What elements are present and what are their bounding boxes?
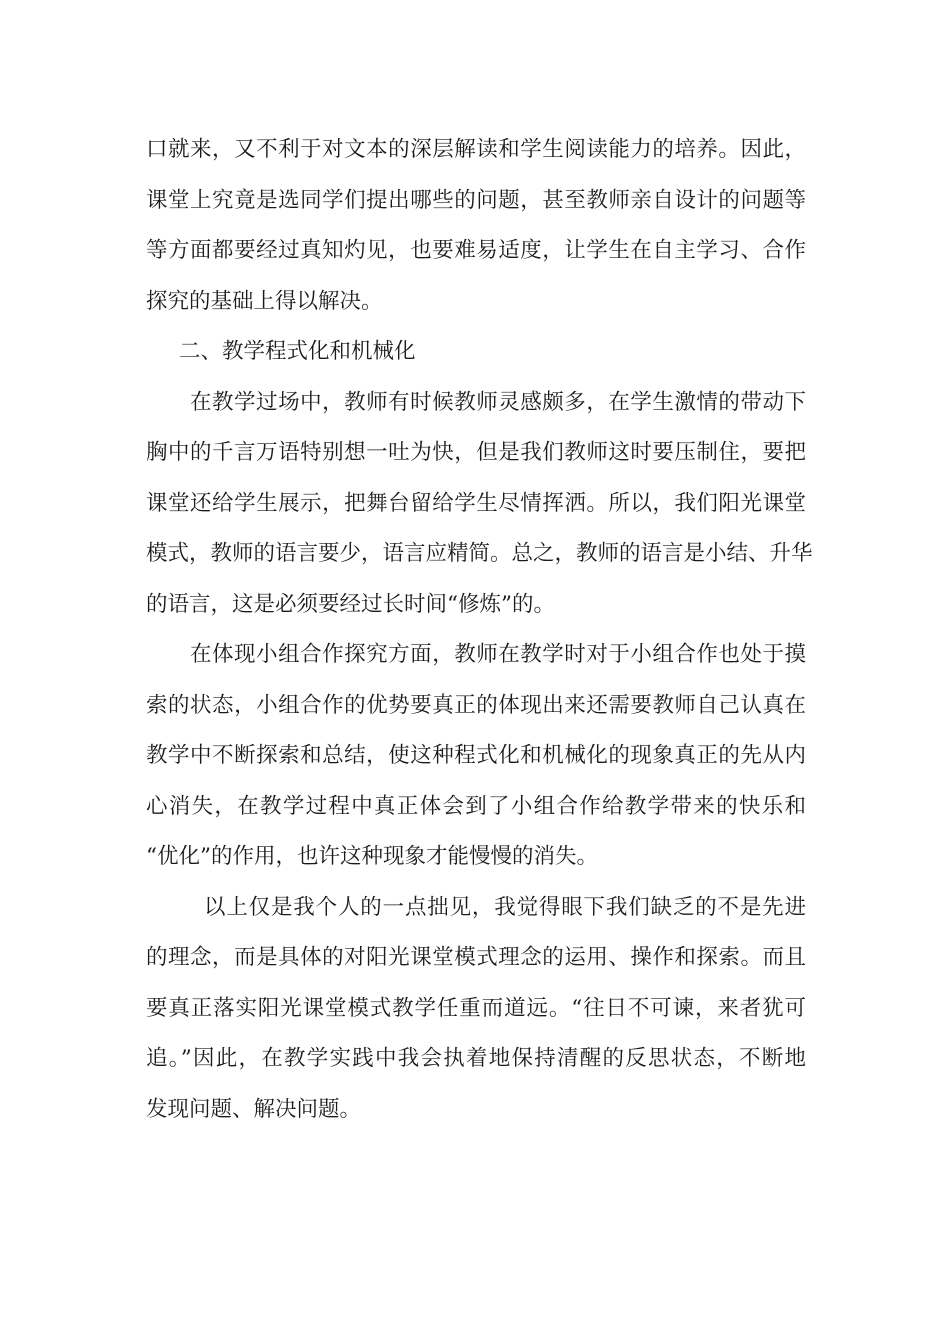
text-line: 胸中的千言万语特别想一吐为快，但是我们教师这时要压制住，要把: [146, 440, 806, 465]
section-heading: 二、教学程式化和机械化: [179, 339, 416, 364]
text-line: 的语言，这是必须要经过长时间“修炼”的。: [146, 591, 555, 617]
text-line: 等方面都要经过真知灼见，也要难易适度，让学生在自主学习、合作: [146, 238, 806, 263]
text-line: 在体现小组合作探究方面，教师在教学时对于小组合作也处于摸: [190, 642, 806, 667]
text-line: “优化”的作用，也许这种现象才能慢慢的消失。: [146, 844, 598, 869]
body-text: [146, 125, 813, 1135]
text-line: 探究的基础上得以解决。: [146, 288, 383, 314]
text-line: 教学中不断探索和总结，使这种程式化和机械化的现象真正的先从内: [146, 743, 806, 768]
text-line: 的理念，而是具体的对阳光课堂模式理念的运用、操作和探索。而且: [146, 945, 806, 970]
text-line: 要真正落实阳光课堂模式教学任重而道远。“往日不可谏，来者犹可: [146, 995, 806, 1021]
text-line: 以上仅是我个人的一点拙见，我觉得眼下我们缺乏的不是先进: [204, 894, 806, 920]
text-line: 索的状态，小组合作的优势要真正的体现出来还需要教师自己认真在: [146, 692, 806, 718]
text-line: 追。”因此，在教学实践中我会执着地保持清醒的反思状态，不断地: [146, 1046, 806, 1071]
text-line: 课堂还给学生展示，把舞台留给学生尽情挥洒。所以，我们阳光课堂: [146, 490, 806, 516]
text-line: 模式，教师的语言要少，语言应精简。总之，教师的语言是小结、升华: [146, 541, 813, 566]
text-line: 发现问题、解决问题。: [146, 1096, 362, 1122]
text-line: 在教学过场中，教师有时候教师灵感颇多，在学生激情的带动下: [190, 389, 806, 415]
text-line: 口就来，又不利于对文本的深层解读和学生阅读能力的培养。因此，: [146, 137, 806, 162]
text-line: 课堂上究竟是选同学们提出哪些的问题，甚至教师亲自设计的问题等: [146, 187, 806, 213]
text-line: 心消失，在教学过程中真正体会到了小组合作给教学带来的快乐和: [146, 793, 806, 819]
